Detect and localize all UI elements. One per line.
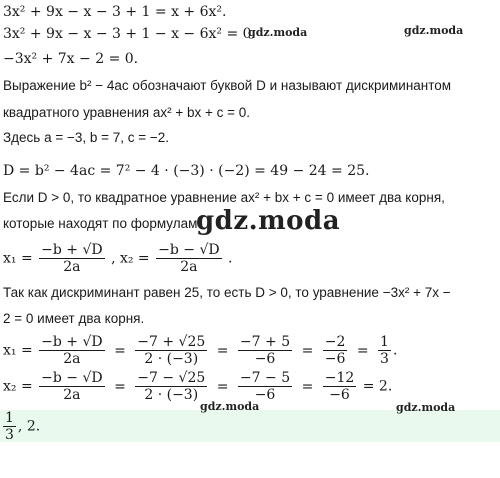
equals-sign: = (301, 378, 314, 395)
formula-x2-label: , x₂ = (111, 250, 150, 267)
formula-end: . (228, 250, 233, 267)
condition-line-1: Если D > 0, то квадратное уравнение ax² + bx + c = 0 имеет два корня, (3, 190, 445, 205)
fraction-numerator: 1 (380, 334, 389, 350)
root-1-frac-e (378, 334, 391, 367)
formula-fraction-1 (39, 242, 104, 275)
condition-line-2: которые находят по формулам (3, 216, 198, 231)
definition-line-2: квадратного уравнения ax² + bx + c = 0. (3, 105, 251, 120)
watermark-logo: gdz.moda (200, 400, 260, 413)
fraction-numerator: −b + √D (41, 334, 103, 350)
root-1-formula: x₁ = $\frac{-b + √D}{2a}$ = $\frac{-7 + √25}{2 \cdot (-3)}$ = $\frac{-7 + 5}{-6}$ = $\frac{-2}{-6}$ = $\frac{1}{3}$ . (3, 334, 398, 367)
answer-fraction (3, 410, 16, 443)
fraction-numerator: −b − √D (41, 370, 103, 386)
fraction-denominator: −6 (254, 387, 276, 403)
root-2-frac-a (39, 370, 104, 403)
equals-sign: = (301, 342, 314, 359)
formula-x1-label: x₁ = (3, 250, 33, 267)
fraction-numerator: −7 + √25 (137, 334, 206, 350)
watermark-logo: gdz.moda (248, 26, 308, 39)
root-1-frac-a (39, 334, 104, 367)
equation-line-2: 3x² + 9x − x − 3 + 1 − x − 6x² = 0. (3, 26, 257, 42)
discriminant-line: D = b² − 4ac = 7² − 4 · (−3) · (−2) = 49 − 24 = 25. (3, 163, 370, 179)
equals-sign: = (114, 378, 126, 395)
fraction-denominator: 2a (63, 259, 81, 275)
answer-highlight (0, 410, 500, 442)
equation-line-1: 3x² + 9x − x − 3 + 1 = x + 6x². (3, 4, 227, 20)
root-1-frac-c (238, 334, 292, 367)
fraction-numerator: 1 (5, 410, 14, 426)
fraction-denominator: 2 · (−3) (144, 351, 199, 367)
root-2-frac-c (238, 370, 292, 403)
root-2-frac-b (135, 370, 207, 403)
answer-line (3, 410, 40, 443)
watermark-logo: gdz.moda (404, 24, 464, 37)
root-2-formula (3, 370, 392, 403)
equals-sign: = (356, 342, 369, 359)
formula-fraction-2 (156, 242, 221, 275)
fraction-denominator: −6 (324, 351, 346, 367)
conclusion-line-2: 2 = 0 имеет два корня. (3, 311, 145, 326)
fraction-numerator: −2 (324, 334, 346, 350)
fraction-numerator: −12 (324, 370, 355, 386)
fraction-denominator: 2 · (−3) (144, 387, 199, 403)
root-1-frac-d (323, 334, 348, 367)
fraction-numerator: −7 − √25 (137, 370, 206, 386)
general-formula (3, 242, 233, 275)
fraction-denominator: −6 (329, 387, 350, 403)
fraction-denominator: 2a (63, 351, 81, 367)
equals-sign: = (216, 342, 229, 359)
equals-sign: = (216, 378, 229, 395)
root-2-label: x₂ = (3, 378, 33, 395)
equals-sign: = (114, 342, 126, 359)
definition-line-1: Выражение b² − 4ac обозначают буквой D и называют дискриминантом (3, 78, 452, 93)
fraction-denominator: −6 (254, 351, 276, 367)
fraction-numerator: −b − √D (158, 242, 220, 258)
root-1-frac-b (135, 334, 207, 367)
conclusion-line-1: Так как дискриминант равен 25, то есть D > 0, то уравнение −3x² + 7x − (3, 285, 451, 300)
fraction-denominator: 2a (63, 387, 81, 403)
fraction-numerator: −b + √D (41, 242, 103, 258)
watermark-logo: gdz.moda (396, 401, 456, 414)
fraction-numerator: −7 + 5 (239, 334, 291, 350)
fraction-denominator: 3 (5, 427, 14, 443)
fraction-numerator: −7 − 5 (239, 370, 291, 386)
root-2-result: = 2. (362, 378, 393, 395)
watermark-logo-large: gdz.moda (196, 206, 341, 236)
equation-line-3: −3x² + 7x − 2 = 0. (3, 51, 139, 67)
answer-rest: , 2. (17, 418, 41, 435)
fraction-denominator: 2a (180, 259, 198, 275)
root-1-label: x₁ = (3, 342, 33, 359)
root-2-frac-d (323, 370, 357, 403)
coefficients-line: Здесь a = −3, b = 7, c = −2. (3, 130, 170, 145)
fraction-denominator: 3 (380, 351, 389, 367)
